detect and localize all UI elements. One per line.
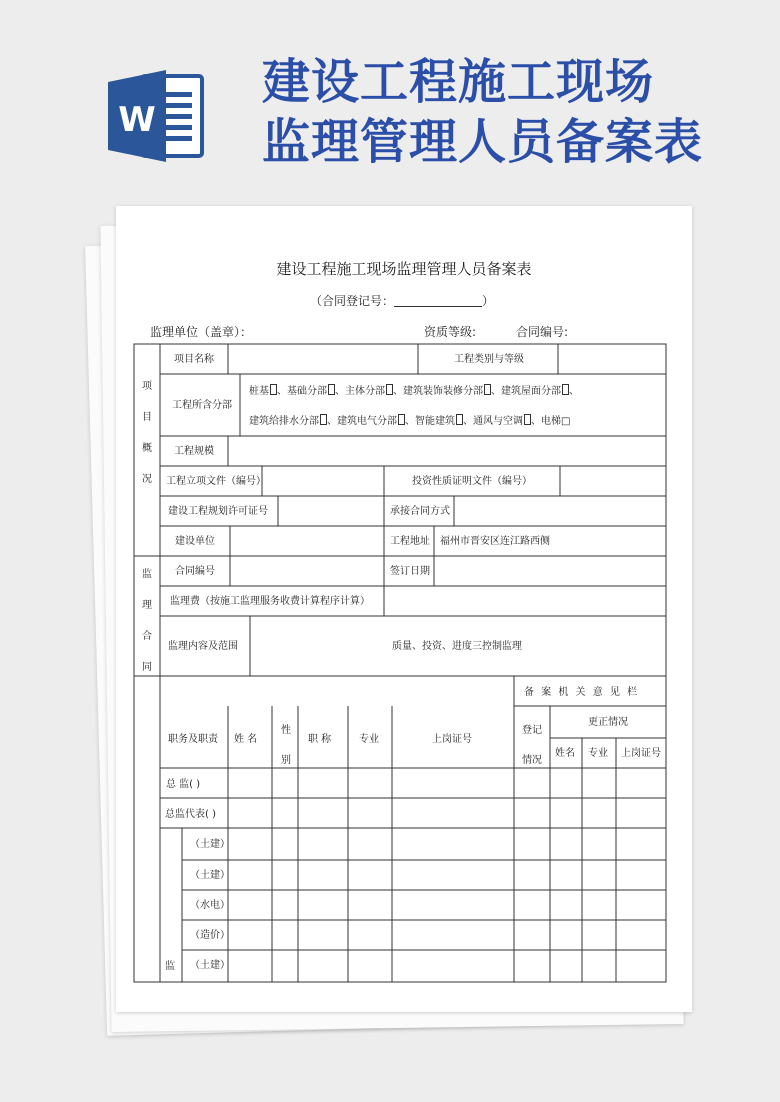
checkbox[interactable] [562, 384, 569, 395]
contract-reg-suffix: ） [482, 294, 495, 308]
role-header: 职务及职责 [168, 734, 218, 745]
correction-name-header: 姓名 [555, 748, 575, 759]
contract-reg-prefix: （合同登记号： [310, 294, 395, 308]
supervision-unit-label: 监理单位（盖章）： [150, 325, 253, 339]
correction-cert-header: 上岗证号 [621, 748, 661, 759]
investment-cert-label: 投资性质证明文件（编号） [412, 476, 532, 487]
checkbox[interactable] [524, 414, 531, 425]
checkbox[interactable] [320, 414, 327, 425]
title-header: 职 称 [308, 734, 332, 745]
name-header: 姓 名 [234, 734, 258, 745]
section-char: 况 [142, 474, 152, 485]
register-header: 登记 情况 [522, 725, 542, 766]
gender-header: 性 别 [281, 725, 291, 766]
qualification-level-label: 资质等级: [424, 325, 477, 339]
section-char: 目 [142, 412, 152, 423]
section-supervision-contract [140, 568, 154, 674]
section-char: 概 [142, 443, 152, 454]
row-side-char: 监 [165, 961, 175, 972]
row-plumbing-electrical: （水电） [190, 900, 230, 911]
checkbox[interactable] [456, 414, 463, 425]
row-cost: （造价） [190, 930, 230, 941]
sign-date-label: 签订日期 [390, 566, 430, 577]
project-scale-label: 工程规模 [174, 446, 214, 457]
planning-permit-label: 建设工程规划许可证号 [168, 506, 268, 517]
project-address-value: 福州市晋安区连江路西侧 [440, 536, 550, 547]
document-title: 建设工程施工现场监理管理人员备案表 [276, 260, 532, 278]
project-address-label: 工程地址 [390, 536, 430, 547]
section-project-overview [140, 380, 154, 486]
section-char: 项 [142, 381, 152, 392]
section-char: 同 [142, 662, 152, 673]
row-chief-supervisor: 总 监( ) [166, 779, 201, 790]
banner-title-line1: 建设工程施工现场 [262, 54, 655, 110]
project-name-label: 项目名称 [174, 354, 214, 365]
filing-opinion-header: 备 案 机 关 意 见 栏 [524, 687, 640, 698]
post-cert-header: 上岗证号 [432, 734, 472, 745]
checkbox[interactable] [398, 414, 405, 425]
banner-title-line2: 监理管理人员备案表 [262, 114, 704, 170]
approval-doc-label: 工程立项文件（编号） [166, 476, 266, 487]
row-civil-2: （土建） [190, 870, 230, 881]
contract-number-label: 合同编号: [516, 325, 569, 339]
project-category-label: 工程类别与等级 [454, 354, 524, 365]
sub-projects-line2: 建筑给排水分部 、建筑电气分部 、智能建筑 、通风与空调 、电梯□ [249, 416, 571, 427]
supervision-fee-label: 监理费（按施工监理服务收费计算程序计算） [170, 596, 370, 607]
row-civil-3: （土建） [190, 960, 230, 971]
checkbox[interactable] [484, 384, 491, 395]
contract-no-label: 合同编号 [175, 566, 215, 577]
checkbox[interactable] [386, 384, 393, 395]
checkbox[interactable] [270, 384, 277, 395]
section-char: 理 [142, 600, 152, 611]
row-chief-representative: 总监代表( ) [165, 809, 216, 820]
section-char: 合 [142, 631, 152, 642]
supervision-scope-value: 质量、投资、进度三控制监理 [392, 641, 522, 652]
svg-text:W: W [118, 100, 156, 140]
major-header: 专业 [359, 734, 379, 745]
section-char: 监 [142, 569, 152, 580]
sub-projects-line1: 桩基 、基础分部 、主体分部 、建筑装饰装修分部 、建筑屋面分部 、 [249, 386, 579, 397]
contract-method-label: 承接合同方式 [390, 506, 450, 517]
sub-projects-label: 工程所含分部 [172, 400, 232, 411]
correction-major-header: 专业 [588, 748, 608, 759]
supervision-scope-label: 监理内容及范围 [168, 641, 238, 652]
correction-header: 更正情况 [588, 717, 628, 728]
checkbox[interactable] [328, 384, 335, 395]
row-civil-1: （土建） [190, 839, 230, 850]
construction-unit-label: 建设单位 [175, 536, 215, 547]
